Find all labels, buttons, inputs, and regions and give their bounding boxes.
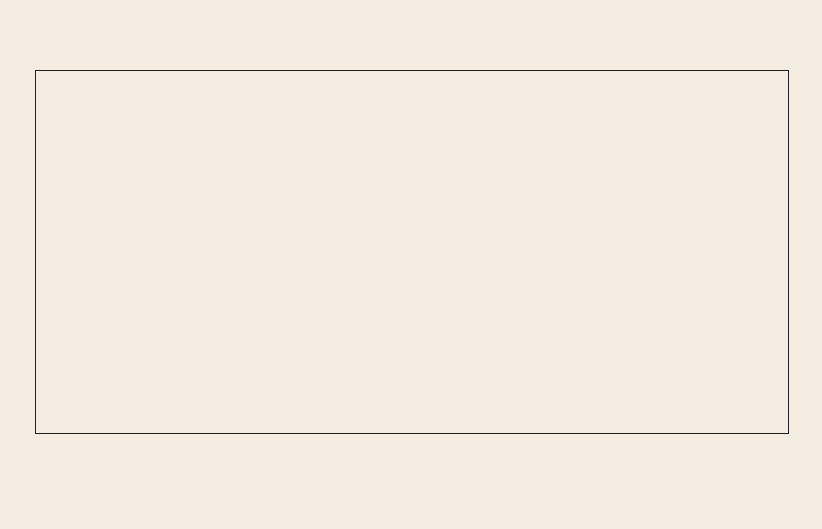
timetable-frame xyxy=(35,70,789,434)
